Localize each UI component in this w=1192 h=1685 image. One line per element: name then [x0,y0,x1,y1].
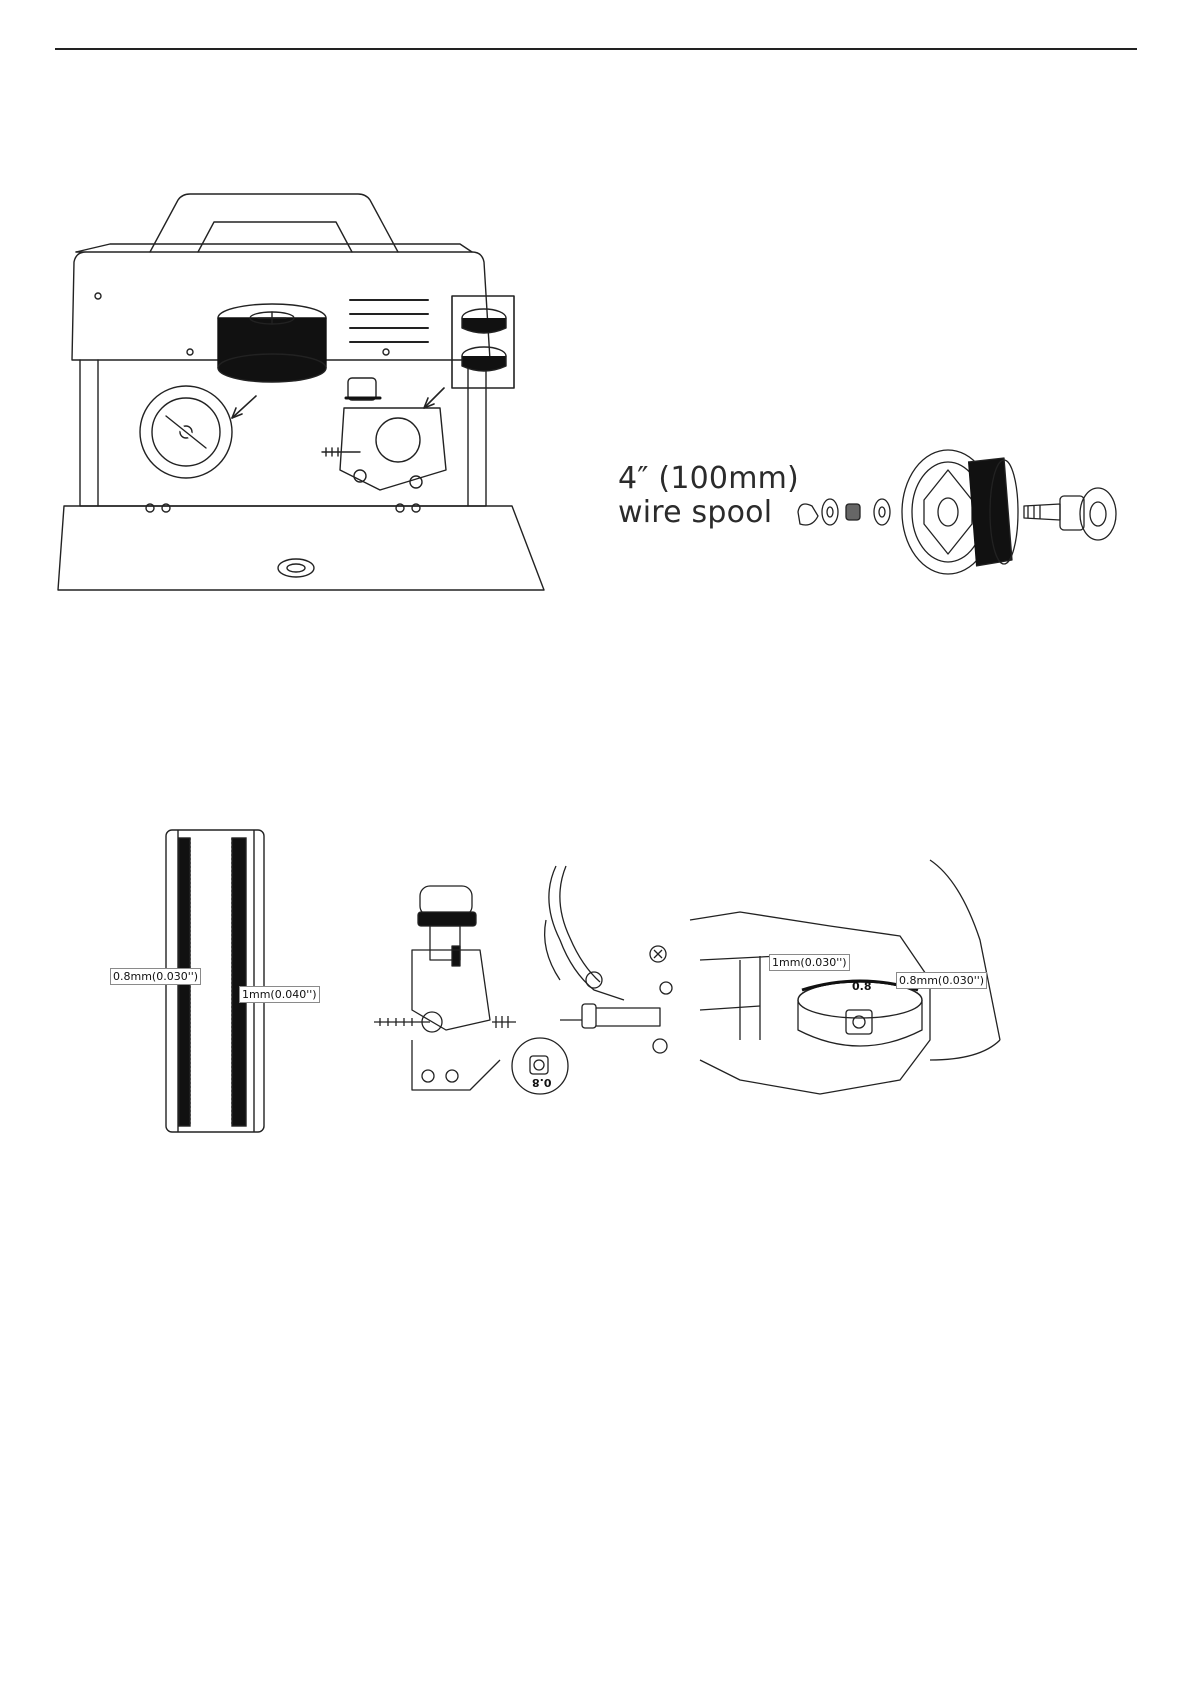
closeup-top-label: 1mm(0.030'') [769,954,850,971]
groove-small-label: 0.8mm(0.030'') [110,968,201,985]
closeup-center-label: 0.8 [852,980,872,993]
spool-size-caption: 4″ (100mm) [618,461,799,496]
spool-type-caption: wire spool [618,495,773,530]
groove-large-label: 1mm(0.040'') [239,986,320,1003]
roller-marking-label: 0.8 [532,1076,552,1089]
closeup-right-label: 0.8mm(0.030'') [896,972,987,989]
